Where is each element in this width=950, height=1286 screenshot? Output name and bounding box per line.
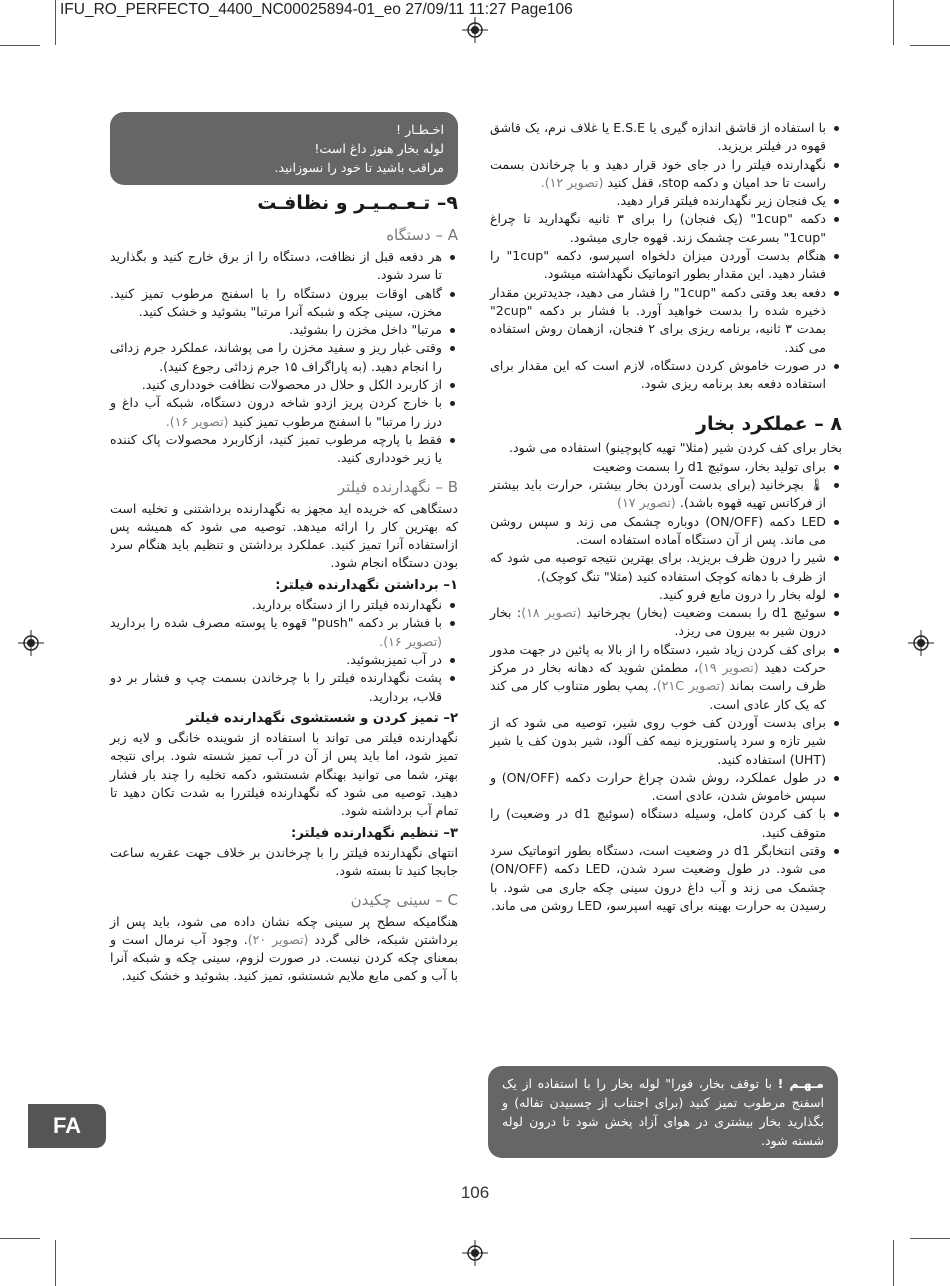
paragraph: دستگاهی که خریده اید مجهز به نگهدارنده برداشتنی و تخلیه است که بهترین کار را ارائه میدهد. توصیه می شود که همیشه پس ازاستفاده آنرا تمیز کنید. عملکرد برداشتن و تنظیم باید هنگام سرد بودن دستگاه انجام شود. xyxy=(110,500,458,571)
list-item: برای بدست آوردن کف خوب روی شیر، توصیه می شود که از شیر تازه و سرد پاستوریزه نیمه کف آلود، شیر بدون کف یا شیر (UHT) استفاده کنید. xyxy=(490,714,826,769)
list-item: هر دفعه قبل از نظافت، دستگاه را از برق خارج کنید و بگذارید تا سرد شود. xyxy=(110,248,442,285)
crop-mark xyxy=(55,0,56,45)
figure-reference: (تصویر ۱۲). xyxy=(540,174,604,190)
figure-reference: (تصویر ۱۹) xyxy=(698,660,759,676)
subsection-title: C – سینی چکیدن xyxy=(350,890,458,909)
crop-mark xyxy=(893,1240,894,1286)
list-item: با استفاده از قاشق اندازه گیری یا E.S.E یا غلاف نرم، یک قاشق قهوه در فیلتر بریزید. xyxy=(490,119,826,156)
list-item: دفعه بعد وقتی دکمه "1cup" را فشار می دهید، جدیدترین مقدار ذخیره شده را بدست خواهید آورد. با فشار بر دکمه "2cup" بمدت ۳ ثانیه، برنامه ریزی برای ۲ فنجان، ازهمان روش استفاده می کند. xyxy=(490,284,826,357)
figure-reference: (تصویر ۱۶). xyxy=(379,633,442,649)
list-item: یک فنجان زیر نگهدارنده فیلتر قرار دهید. xyxy=(490,192,826,210)
page-number: 106 xyxy=(460,1183,490,1202)
list-item: با خارج کردن پریز ازدو شاخه درون دستگاه، شبکه آب داغ و درز را مرتبا" با اسفنج مرطوب تمیز کنید (تصویر ۱۶). xyxy=(110,394,442,431)
list-item: فقط با پارچه مرطوب تمیز کنید، ازکاربرد محصولات پاک کننده یا زیر خودداری کنید. xyxy=(110,431,442,468)
list-item: شیر را درون ظرف بریزید. برای بهترین نتیجه توصیه می شود که از ظرف با دهانه کوچک استفاده کنید (مثلا" تنگ کوچک). xyxy=(490,549,826,586)
section-title: ۹– تـعـمـیـر و نظافـت xyxy=(257,192,458,214)
list-item: با فشار بر دکمه "push" قهوه یا پوسته مصرف شده را بردارید (تصویر ۱۶). xyxy=(110,614,442,651)
list-item: لوله بخار را درون مایع فرو کنید. xyxy=(490,586,826,604)
warning-line: لوله بخار هنوز داغ است! xyxy=(314,141,444,156)
left-column xyxy=(110,190,458,986)
registration-mark-icon xyxy=(908,630,934,656)
steam-steps-list xyxy=(490,458,842,915)
crop-mark xyxy=(0,45,40,46)
thermometer-icon: 🌡 xyxy=(808,477,826,493)
subsection-heading: ۱– برداشتن نگهدارنده فیلتر: xyxy=(275,577,458,593)
list-item: در آب تمیزبشوئید. xyxy=(110,651,442,669)
section-title: ۸ – عملکرد بخار xyxy=(696,413,842,436)
list-item: پشت نگهدارنده فیلتر را با چرخاندن بسمت چپ و فشار بر دو قلاب، بردارید. xyxy=(110,669,442,706)
print-header: IFU_RO_PERFECTO_4400_NC00025894-01_eo 27/09/11 11:27 Page106 xyxy=(60,1,573,18)
filter-removal-list xyxy=(110,596,458,706)
list-item: نگهدارنده فیلتر را از دستگاه بردارید. xyxy=(110,596,442,614)
list-item: هنگام بدست آوردن میزان دلخواه اسپرسو، دکمه "1cup" را فشار دهید. این مقدار بطور اتوماتیک نگهداشته میشود. xyxy=(490,247,826,284)
figure-reference: (تصویر ۲۰) xyxy=(247,931,309,947)
list-item: برای کف کردن زیاد شیر، دستگاه را از بالا به پائین در جهت مدور حرکت دهید (تصویر ۱۹)، مطمئن شوید که دهانه بخار در مرکز ظرف راست بماند (تصویر ۲۱C). پمپ بطور متناوب کار می کند که یک کار عادی است. xyxy=(490,641,826,714)
list-item: سوئیچ d1 را بسمت وضعیت (بخار) بچرخانید (تصویر ۱۸): بخار درون شیر به بیرون می ریزد. xyxy=(490,604,826,641)
coffee-steps-list xyxy=(490,119,842,393)
list-item: نگهدارنده فیلتر را در جای خود قرار دهید و با چرخاندن بسمت راست تا حد امیان و دکمه stop، قفل کنید (تصویر ۱۲). xyxy=(490,156,826,193)
registration-mark-icon xyxy=(18,630,44,656)
paragraph: نگهدارنده فیلتر می تواند با استفاده از شوینده خانگی و لایه زبر تمیز شود، اما باید پس از آن در آب تمیز شسته شود. برای نتیجه بهتر، شما می توانید بهنگام شستشو، دکمه تخلیه را چند بار فشار دهید. توصیه می شود که نگهدارنده فیلتررا به شدت تکان دهید تا تمام آب برداشته شود. xyxy=(110,730,458,819)
right-column xyxy=(490,119,842,915)
list-item: مرتبا" داخل مخزن را بشوئید. xyxy=(110,321,442,339)
important-title: مـهـم ! xyxy=(777,1076,824,1091)
language-tab: FA xyxy=(28,1104,106,1148)
figure-reference: (تصویر ۲۱C) xyxy=(656,678,725,694)
crop-mark xyxy=(55,1240,56,1286)
paragraph: انتهای نگهدارنده فیلتر را با چرخاندن بر خلاف جهت عقربه ساعت جابجا کنید تا بسته شود. xyxy=(110,844,458,879)
paragraph: بخار برای کف کردن شیر (مثلا" تهیه کاپوچینو) استفاده می شود. xyxy=(509,440,842,456)
figure-reference: (تصویر ۱۸) xyxy=(521,605,582,621)
paragraph: هنگامیکه سطح پر سینی چکه نشان داده می شود، باید پس از برداشتن شبکه، خالی گردد (تصویر ۲۰). وجود آب نرمال است و بمعنای چکه کردن نیست. در صورت لزوم، سینی چکه و شبکه آنرا با آب و کمی مایع ملایم شستشو، تمیز کنید. بشوئید و خشک کنید. xyxy=(110,913,458,984)
figure-reference: (تصویر ۱۶). xyxy=(165,413,229,429)
list-item: وقتی غبار ریز و سفید مخزن را می پوشاند، عملکرد جرم زدائی را انجام دهید. (به پاراگراف ۱۵ جرم زدائی رجوع کنید). xyxy=(110,339,442,376)
appliance-cleaning-list xyxy=(110,248,458,468)
registration-mark-icon xyxy=(462,17,488,43)
crop-mark xyxy=(0,1238,40,1239)
list-item: برای تولید بخار، سوئیچ d1 را بسمت وضعیت xyxy=(490,458,826,476)
list-item: 🌡 بچرخانید (برای بدست آوردن بخار بیشتر، حرارت باید بیشتر از فرکانس تهیه قهوه باشد). (تصویر ۱۷) xyxy=(490,476,826,513)
list-item: گاهی اوقات بیرون دستگاه را با اسفنج مرطوب تمیز کنید. مخزن، سینی چکه و شبکه آنرا مرتبا" بشوئید و خشک کنید. xyxy=(110,285,442,322)
list-item: دکمه "1cup" (یک فنجان) را برای ۳ ثانیه نگهدارید تا چراغ "1cup" بسرعت چشمک زند. قهوه جاری میشود. xyxy=(490,210,826,247)
important-text: با توقف بخار، فورا" لوله بخار را با استفاده از یک اسفنج مرطوب تمیز کنید (برای اجتناب از چسبیدن تفاله) و بگذارید بخار بیشتری در هوای آزاد پخش شود تا درون لوله شسته شود. xyxy=(502,1076,824,1148)
figure-reference: (تصویر ۱۷) xyxy=(617,495,676,511)
list-item: از کاربرد الکل و حلال در محصولات نظافت خودداری کنید. xyxy=(110,376,442,394)
warning-line: مراقب باشید تا خود را نسوزانید. xyxy=(274,160,444,175)
list-item: در صورت خاموش کردن دستگاه، لازم است که این مقدار برای استفاده دفعه بعد برنامه ریزی شود. xyxy=(490,357,826,394)
crop-mark xyxy=(910,45,950,46)
subsection-heading: ۲– تمیز کردن و شستشوی نگهدارنده فیلتر xyxy=(186,710,458,726)
warning-title: اخـطـار ! xyxy=(396,122,444,137)
subsection-heading: ۳– تنظیم نگهدارنده فیلتر: xyxy=(290,825,458,841)
list-item: وقتی انتخابگر d1 در وضعیت است، دستگاه بطور اتوماتیک سرد می شود. در طول وضعیت سرد شدن، LED دکمه (ON/OFF) چشمک می زند و آب داغ درون سینی چکه جاری می شود. با رسیدن به حرارت بهینه برای تهیه اسپرسو، LED روشن می ماند. xyxy=(490,842,826,915)
crop-mark xyxy=(910,1238,950,1239)
list-item: با کف کردن کامل، وسیله دستگاه (سوئیچ d1 در وضعیت) را متوقف کنید. xyxy=(490,805,826,842)
list-item: LED دکمه (ON/OFF) دوباره چشمک می زند و سپس روشن می ماند. پس از آن دستگاه آماده استفاده است. xyxy=(490,513,826,550)
list-item: در طول عملکرد، روش شدن چراغ حرارت دکمه (ON/OFF) و سپس خاموش شدن، عادی است. xyxy=(490,769,826,806)
crop-mark xyxy=(893,0,894,45)
subsection-title: A – دستگاه xyxy=(386,226,458,244)
warning-box xyxy=(110,112,458,185)
registration-mark-icon xyxy=(462,1240,488,1266)
subsection-title: B – نگهدارنده فیلتر xyxy=(337,477,458,496)
important-box xyxy=(488,1066,838,1158)
